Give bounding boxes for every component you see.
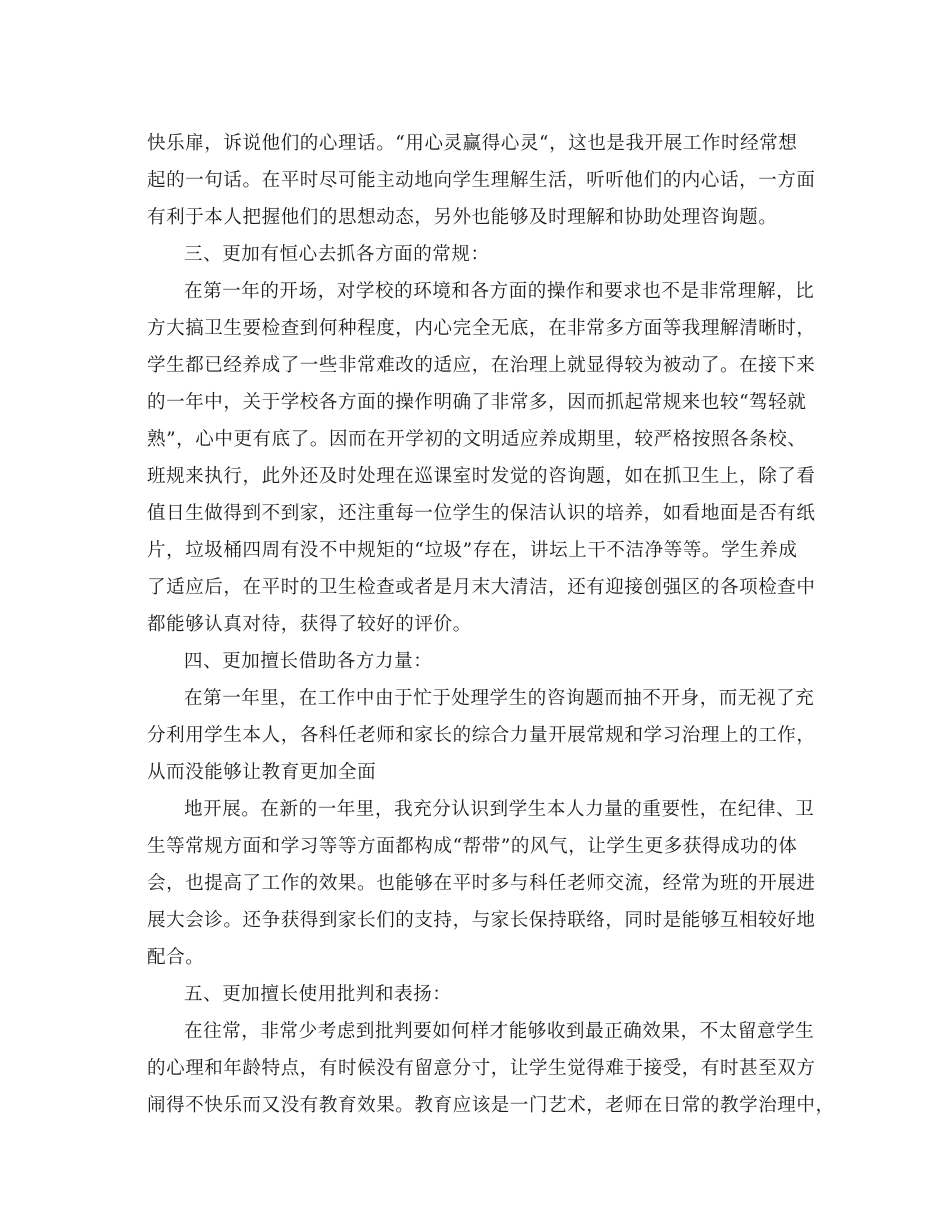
text-line: 片，垃圾桶四周有没不中规矩的“垃圾”存在，讲坛上干不洁净等等。学生养成 xyxy=(147,540,798,561)
text-line: 在往常，非常少考虑到批判要如何样才能够收到最正确效果，不太留意学生 xyxy=(184,1021,815,1042)
text-line: 快乐扉，诉说他们的心理话。“用心灵赢得心灵“，这也是我开展工作时经常想 xyxy=(147,133,798,154)
text-line: 班规来执行，此外还及时处理在巡课室时发觉的咨询题，如在抓卫生上，除了看 xyxy=(147,466,816,487)
text-line: 在第一年里，在工作中由于忙于处理学生的咨询题而抽不开身，而无视了充 xyxy=(184,688,815,709)
text-line: 的一年中，关于学校各方面的操作明确了非常多，因而抓起常规来也较“驾轻就 xyxy=(147,392,807,413)
text-line: 闹得不快乐而又没有教育效果。教育应该是一门艺术，老师在日常的教学治理中， xyxy=(147,1095,835,1116)
text-line: 值日生做得到不到家，还注重每一位学生的保洁认识的培养，如看地面是否有纸 xyxy=(147,503,816,524)
text-line: 生等常规方面和学习等等方面都构成“帮带”的风气，让学生更多获得成功的体 xyxy=(147,836,798,857)
section-heading: 三、更加有恒心去抓各方面的常规： xyxy=(184,244,490,265)
text-line: 的心理和年龄特点，有时候没有留意分寸，让学生觉得难于接受，有时甚至双方 xyxy=(147,1058,816,1079)
text-line: 起的一句话。在平时尽可能主动地向学生理解生活，听听他们的内心话，一方面 xyxy=(147,170,816,191)
section-heading: 四、更加擅长借助各方力量： xyxy=(184,651,433,672)
text-line: 从而没能够让教育更加全面 xyxy=(147,762,377,783)
text-line: 会，也提高了工作的效果。也能够在平时多与科任老师交流，经常为班的开展进 xyxy=(147,873,816,894)
text-line: 了适应后，在平时的卫生检查或者是月末大清洁，还有迎接创强区的各项检查中 xyxy=(147,577,816,598)
text-line: 有利于本人把握他们的思想动态，另外也能够及时理解和协助处理咨询题。 xyxy=(147,207,778,228)
text-line: 方大搞卫生要检查到何种程度，内心完全无底，在非常多方面等我理解清晰时， xyxy=(147,318,816,339)
text-line: 熟”，心中更有底了。因而在开学初的文明适应养成期里，较严格按照各条校、 xyxy=(147,429,807,450)
text-line: 展大会诊。还争获得到家长们的支持，与家长保持联络，同时是能够互相较好地 xyxy=(147,910,816,931)
text-line: 学生都已经养成了一些非常难改的适应，在治理上就显得较为被动了。在接下来 xyxy=(147,355,816,376)
text-line: 地开展。在新的一年里，我充分认识到学生本人力量的重要性，在纪律、卫 xyxy=(184,799,815,820)
text-line: 配合。 xyxy=(147,947,205,968)
section-heading: 五、更加擅长使用批判和表扬： xyxy=(184,984,452,1005)
text-line: 在第一年的开场，对学校的环境和各方面的操作和要求也不是非常理解，比 xyxy=(184,281,815,302)
text-line: 分利用学生本人，各科任老师和家长的综合力量开展常规和学习治理上的工作， xyxy=(147,725,816,746)
text-line: 都能够认真对待，获得了较好的评价。 xyxy=(147,614,472,635)
